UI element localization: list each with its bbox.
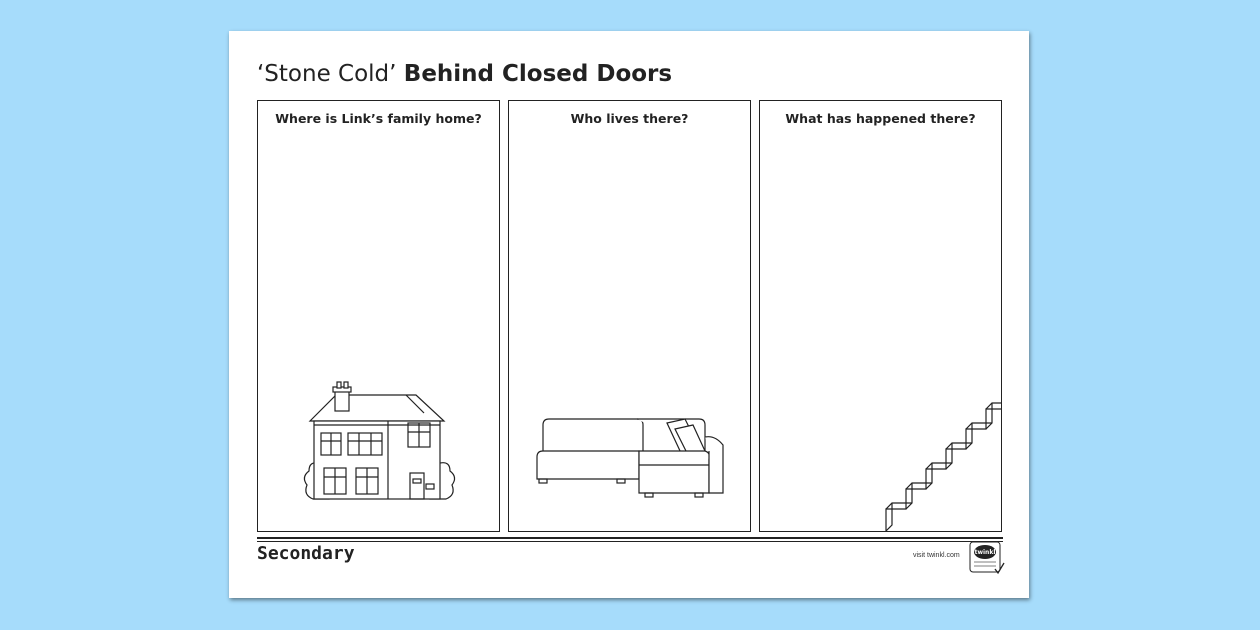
panel-who-lives[interactable] <box>508 100 751 532</box>
panel-question: Who lives there? <box>570 111 689 126</box>
panel-family-home[interactable] <box>257 100 500 532</box>
house-icon <box>258 101 501 533</box>
panel-what-happened[interactable] <box>759 100 1002 532</box>
stairs-icon <box>760 101 1003 533</box>
worksheet-page <box>229 31 1029 598</box>
worksheet-title <box>257 61 672 87</box>
panel-question: Where is Link’s family home? <box>275 111 482 126</box>
panel-question: What has happened there? <box>785 111 976 126</box>
title-light: ‘Stone Cold’ <box>257 61 397 87</box>
visit-link[interactable]: visit twinkl.com <box>913 552 960 559</box>
svg-text:twinkl: twinkl <box>974 549 996 556</box>
sofa-icon <box>509 101 752 533</box>
level-label: Secondary <box>257 543 355 564</box>
footer-rule-top <box>257 537 1003 539</box>
footer-rule-bottom <box>257 541 1003 542</box>
twinkl-logo-icon <box>969 541 1005 575</box>
title-bold: Behind Closed Doors <box>403 61 673 87</box>
